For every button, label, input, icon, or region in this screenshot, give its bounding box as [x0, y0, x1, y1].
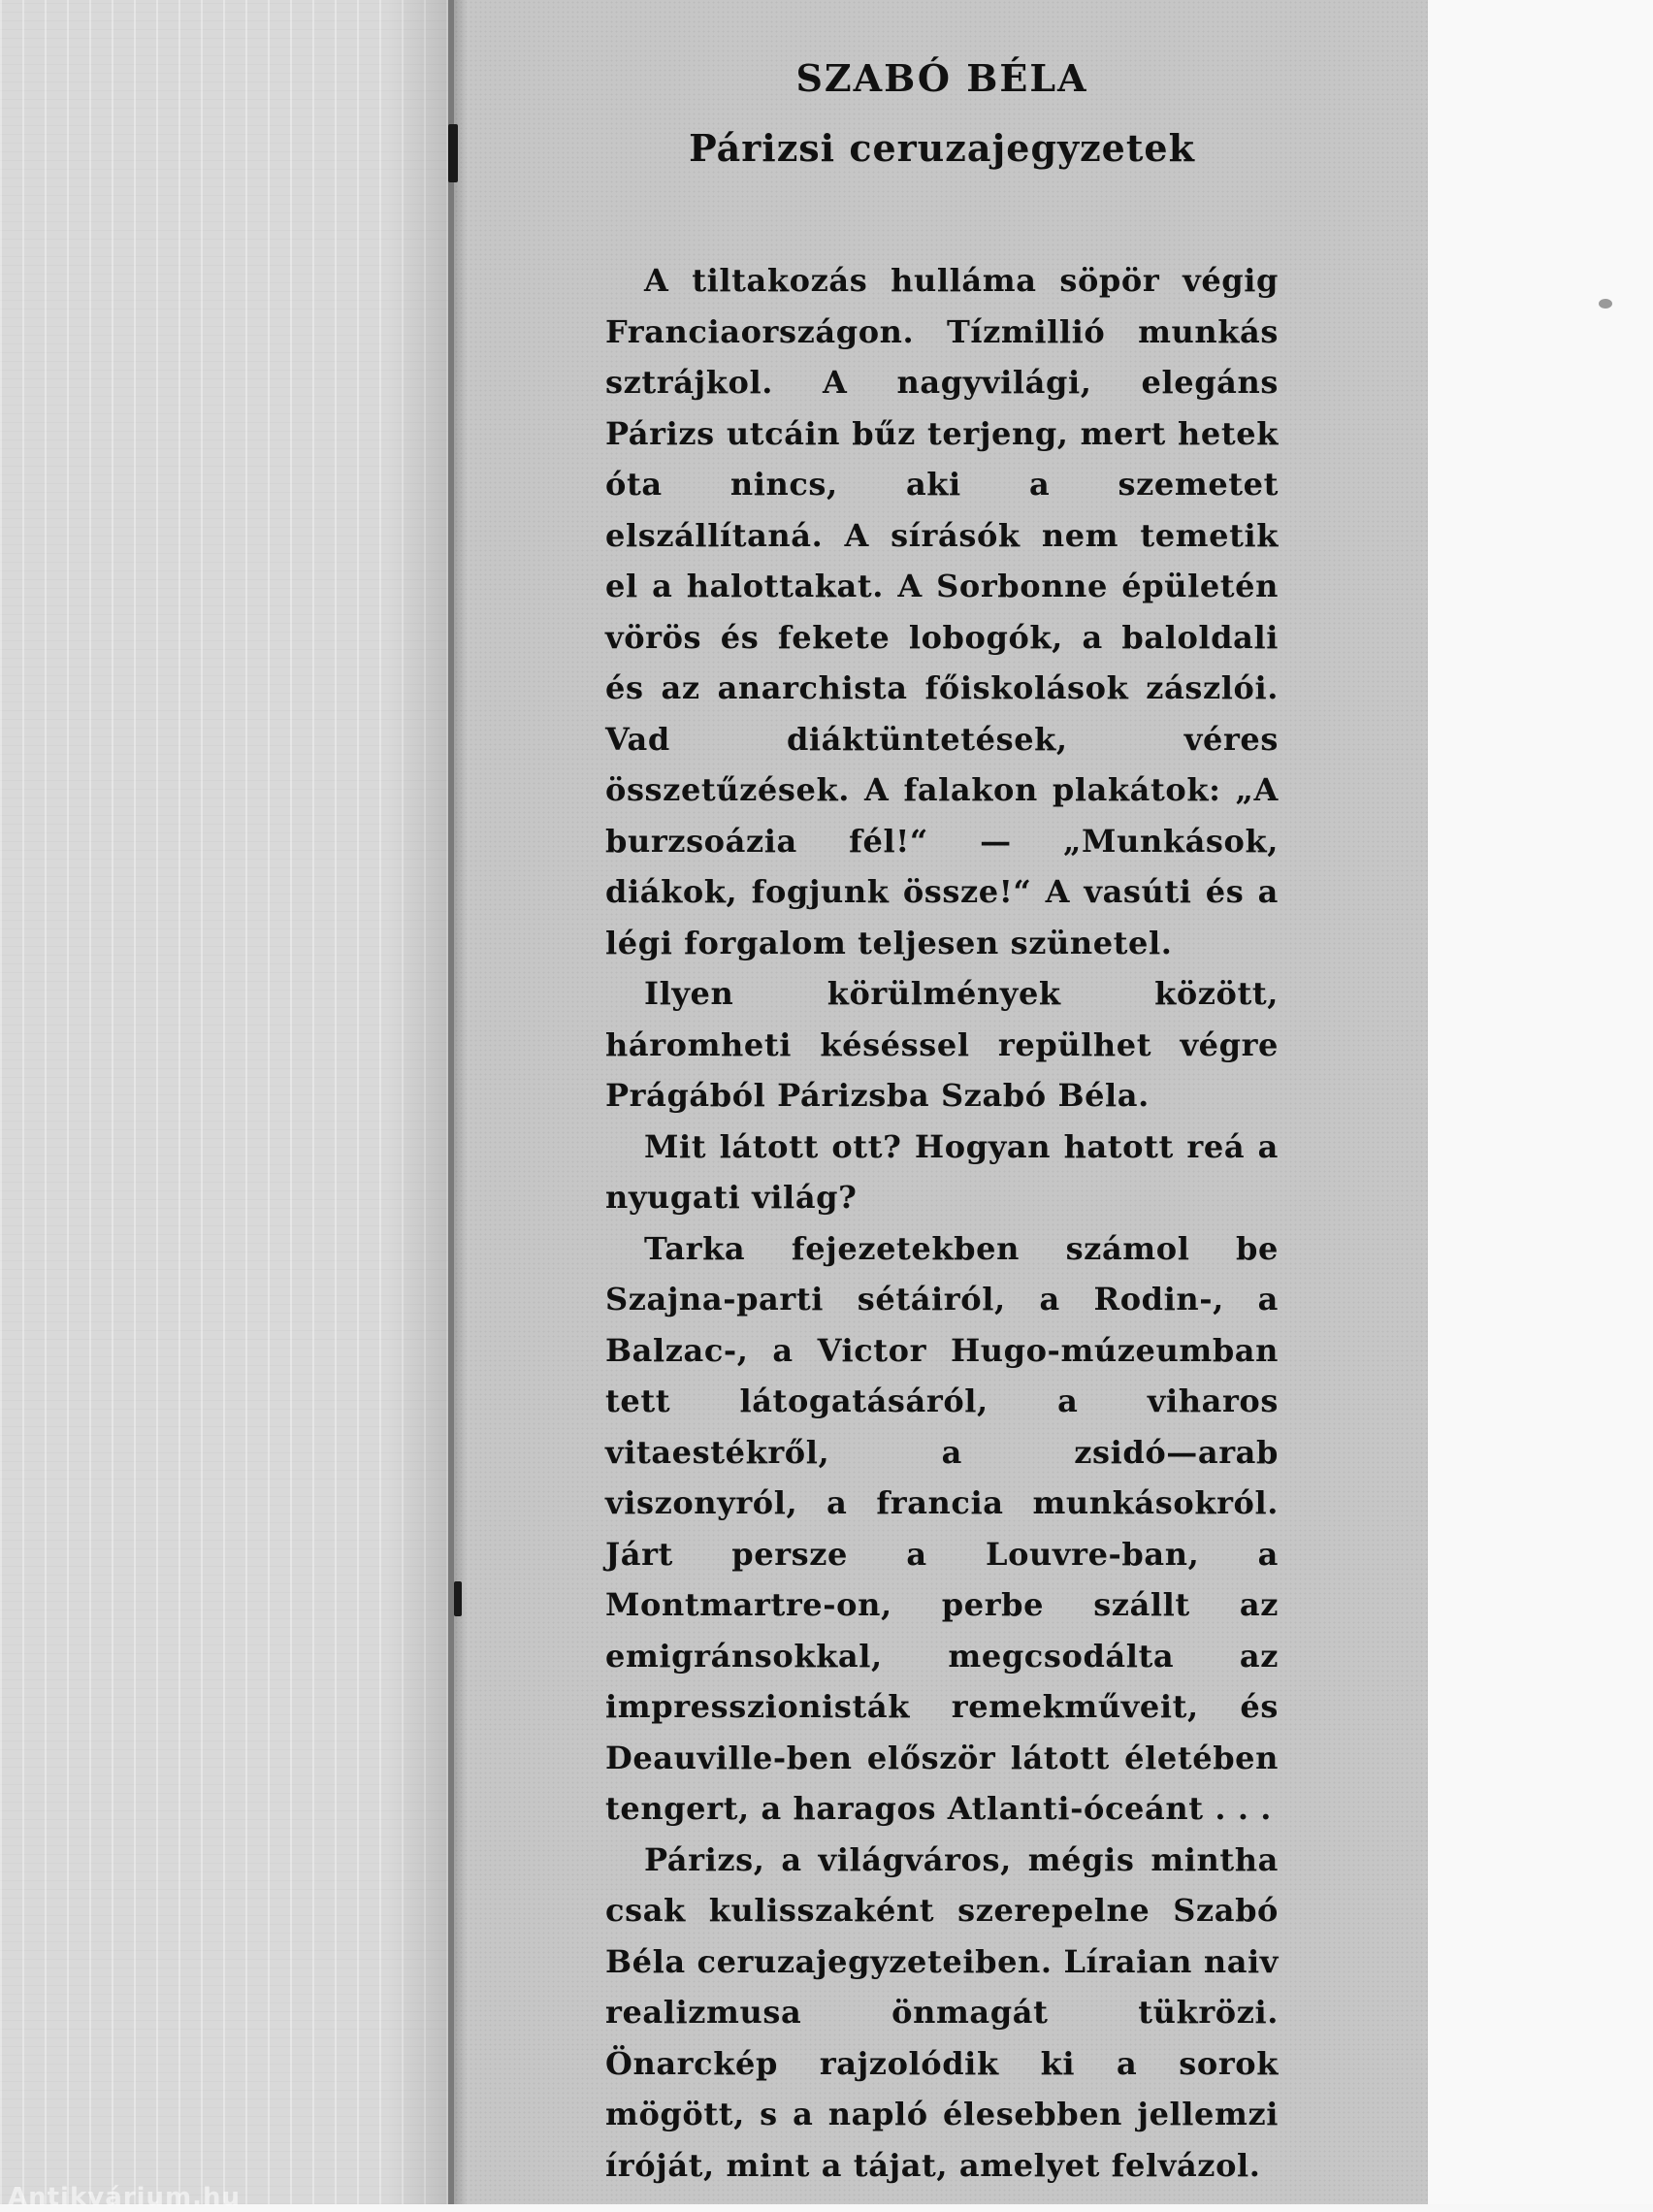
edge-mark [448, 124, 458, 182]
dust-speck [1599, 299, 1612, 309]
flap-text [605, 56, 1279, 2191]
blurb-paragraph: Ilyen körülmények között, háromheti késéssel repülhet végre Prágából Párizsba Szabó Béla. [605, 975, 1279, 1115]
blurb [605, 255, 1279, 2191]
blurb-paragraph: A tiltakozás hulláma söpör végig Franciaországon. Tízmillió munkás sztrájkol. A nagyvilági, elegáns Párizs utcáin bűz terjeng, mert hetek óta nincs, aki a szemetet elszállítaná. A sírásók nem temetik el a halottakat. A Sorbonne épületén vörös és fekete lobogók, a baloldali és az anarchista főiskolások zászlói. Vad diáktüntetések, véres összetűzések. A falakon plakátok: „A burzsoázia fél!“ — „Munkások, diákok, fogjunk össze!“ A vasúti és a légi forgalom teljesen szünetel. [605, 262, 1279, 961]
flap-shadow [454, 0, 468, 2204]
blurb-paragraph: Párizs, a világváros, mégis mintha csak kulisszaként szerepelne Szabó Béla ceruzajegyzeteiben. Líraian naiv realizmusa önmagát tükrözi. Önarckép rajzolódik ki a sorok mögött, s a napló élesebben jellemzi íróját, mint a tájat, amelyet felvázol. [605, 1840, 1279, 2184]
watermark: Antikvárium.hu [8, 2183, 241, 2212]
left-page [0, 0, 448, 2204]
edge-mark [454, 1581, 462, 1616]
book-title: Párizsi ceruzajegyzetek [689, 125, 1195, 170]
gutter-shadow [388, 0, 448, 2204]
author-name: SZABÓ BÉLA [795, 56, 1088, 100]
blurb-paragraph: Tarka fejezetekben számol be Szajna-parti sétáiról, a Rodin-, a Balzac-, a Victor Hugo-múzeumban tett látogatásáról, a viharos vitaestékről, a zsidó—arab viszonyról, a francia munkásokról. Járt persze a Louvre-ban, a Montmartre-on, perbe szállt az emigránsokkal, megcsodálta az impresszionisták remekműveit, és Deauville-ben először látott életében tengert, a haragos Atlanti-óceánt . . . [605, 1229, 1279, 1828]
blurb-paragraph: Mit látott ott? Hogyan hatott reá a nyugati világ? [605, 1127, 1279, 1217]
right-margin [1428, 0, 1653, 2204]
